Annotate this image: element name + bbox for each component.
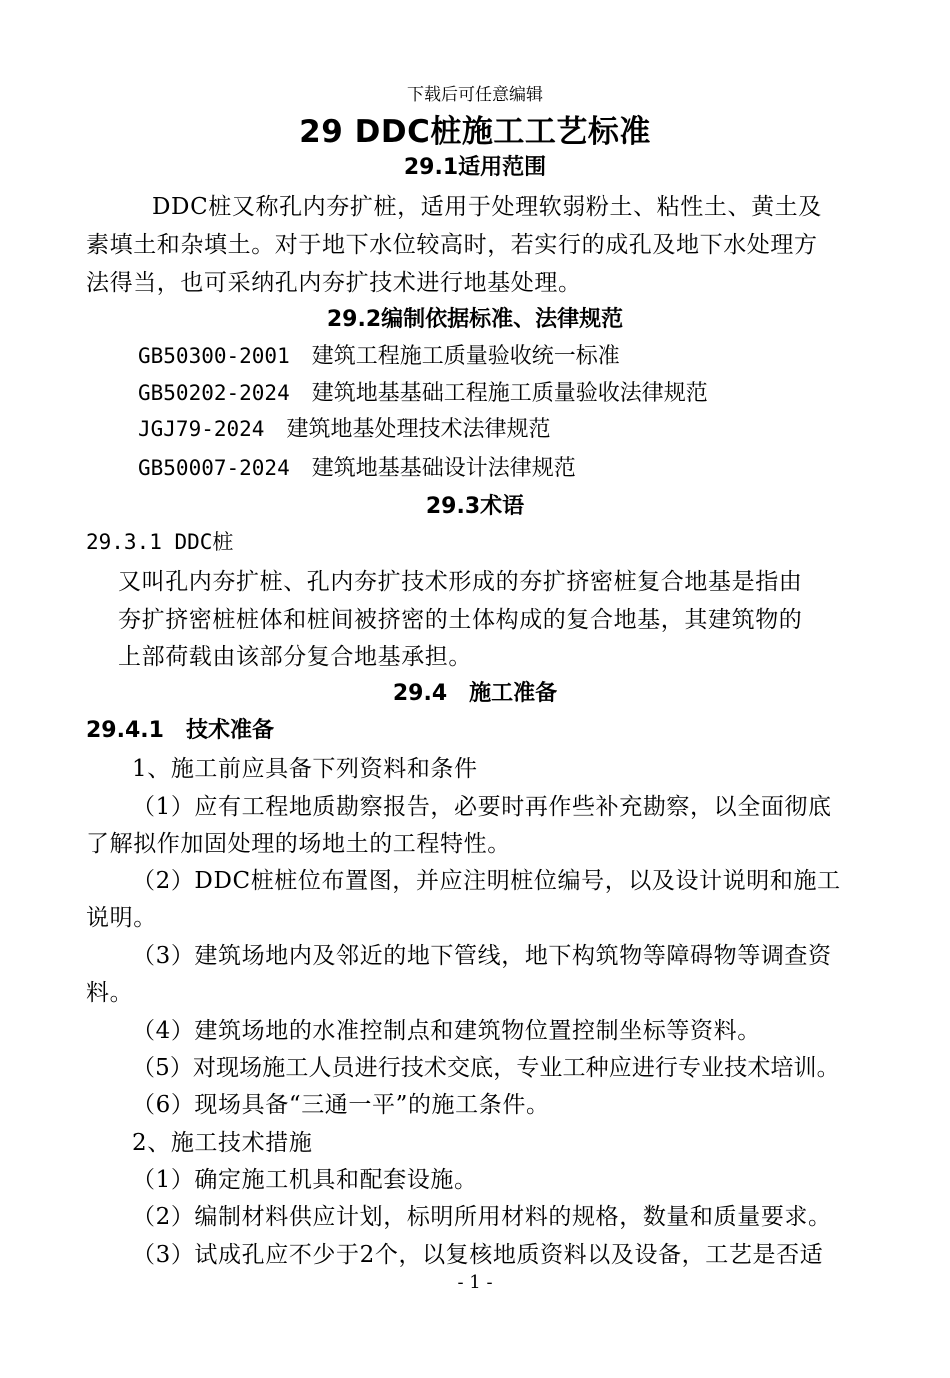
subsection-heading-technical: 29.4.1 技术准备: [86, 718, 274, 743]
standard-item: [138, 376, 708, 407]
section-heading-scope: 29.1适用范围: [403, 155, 547, 180]
section-heading-terms: 29.3术语: [425, 494, 525, 519]
body-line: （2）编制材料供应计划，标明所用材料的规格，数量和质量要求。: [132, 1204, 832, 1230]
standard-name: 建筑地基处理技术法律规范: [286, 417, 551, 442]
standard-code: GB50300-2001: [138, 344, 290, 368]
body-line: （1）确定施工机具和配套设施。: [132, 1167, 478, 1193]
body-line: （4）建筑场地的水准控制点和建筑物位置控制坐标等资料。: [132, 1018, 761, 1044]
body-line: （6）现场具备“三通一平”的施工条件。: [132, 1092, 550, 1118]
body-line: （3）建筑场地内及邻近的地下管线，地下构筑物等障碍物等调查资: [132, 943, 832, 969]
body-line: （1）应有工程地质勘察报告，必要时再作些补充勘察，以全面彻底: [132, 794, 832, 820]
standard-code: JGJ79-2024: [138, 417, 265, 441]
body-line: 1、施工前应具备下列资料和条件: [132, 756, 478, 782]
section-heading-preparation: 29.4 施工准备: [392, 681, 558, 706]
standard-name: 建筑地基基础设计法律规范: [311, 456, 576, 481]
standard-name: 建筑工程施工质量验收统一标准: [311, 344, 620, 369]
standard-code: GB50202-2024: [138, 381, 290, 405]
body-line: （5）对现场施工人员进行技术交底，专业工种应进行专业技术培训。: [132, 1055, 840, 1081]
body-line: 夯扩挤密桩桩体和桩间被挤密的土体构成的复合地基，其建筑物的: [118, 607, 803, 633]
standard-name: 建筑地基基础工程施工质量验收法律规范: [311, 381, 708, 406]
standard-item: [138, 451, 576, 482]
body-line: 料。: [86, 980, 134, 1006]
body-line: 2、施工技术措施: [132, 1130, 313, 1156]
section-heading-standards: 29.2编制依据标准、法律规范: [326, 307, 624, 332]
subsection-heading-ddc: 29.3.1 DDC桩: [86, 530, 234, 554]
body-line: （3）试成孔应不少于2个，以复核地质资料以及设备，工艺是否适: [132, 1242, 824, 1268]
body-line: 法得当，也可采纳孔内夯扩技术进行地基处理。: [86, 270, 582, 296]
standard-code: GB50007-2024: [138, 456, 290, 480]
body-line: DDC桩又称孔内夯扩桩，适用于处理软弱粉土、粘性土、黄土及: [152, 194, 822, 220]
body-line: 了解拟作加固处理的场地土的工程特性。: [86, 831, 511, 857]
body-line: 说明。: [86, 905, 157, 931]
document-title: 29 DDC桩施工工艺标准: [299, 114, 651, 150]
body-line: 上部荷载由该部分复合地基承担。: [118, 644, 472, 670]
body-line: 素填土和杂填土。对于地下水位较高时，若实行的成孔及地下水处理方: [86, 232, 818, 258]
header-note: 下载后可任意编辑: [407, 85, 543, 105]
standard-item: [138, 339, 620, 370]
page-number: - 1 -: [457, 1272, 493, 1293]
standard-item: [138, 412, 550, 443]
body-line: 又叫孔内夯扩桩、孔内夯扩技术形成的夯扩挤密桩复合地基是指由: [118, 569, 803, 595]
body-line: （2）DDC桩桩位布置图，并应注明桩位编号，以及设计说明和施工: [132, 868, 841, 894]
